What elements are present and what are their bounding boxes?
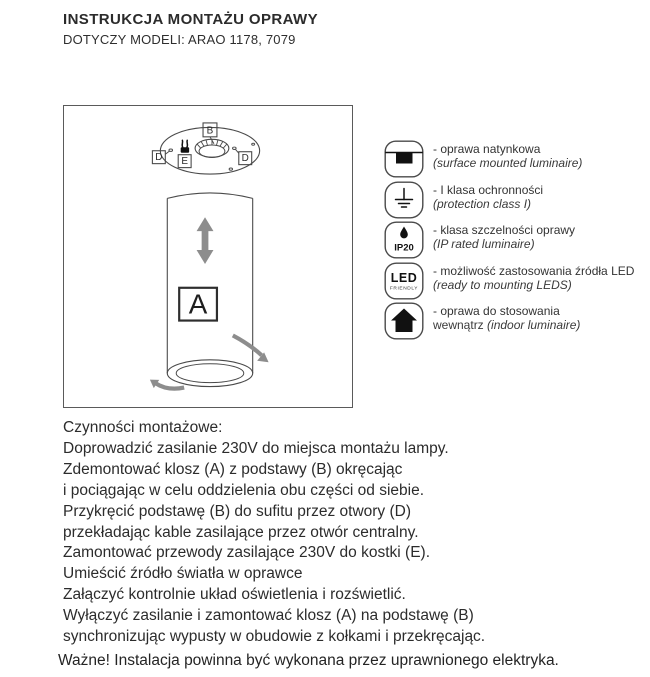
feature-indoor-use	[384, 302, 634, 340]
pull-direction-arrow-icon	[197, 217, 214, 264]
instruction-line: synchronizując wypusty w obudowie z kołkami i przekręcając.	[63, 628, 486, 646]
feature-label-en: (IP rated luminaire)	[433, 237, 535, 251]
assembly-diagram	[64, 106, 352, 407]
feature-protection-class	[384, 181, 634, 219]
page-title: INSTRUKCJA MONTAŻU OPRAWY	[63, 11, 318, 28]
svg-text:IP20: IP20	[394, 242, 414, 254]
feature-ip-rating	[384, 221, 634, 259]
feature-label-en: (surface mounted luminaire)	[433, 156, 583, 170]
screw-hole-mark	[233, 147, 237, 149]
feature-label: - możliwość zastosowania źródła LED	[433, 263, 635, 278]
feature-surface-mounted	[384, 140, 634, 178]
instruction-line: Zamontować przewody zasilające 230V do kostki (E).	[63, 544, 430, 562]
instructions-heading: Czynności montażowe:	[63, 419, 223, 436]
instruction-line: Zdemontować klosz (A) z podstawy (B) okręcając	[63, 460, 403, 478]
feature-label: - I klasa ochronności	[433, 182, 544, 197]
screw-hole-mark	[169, 149, 173, 151]
label-e	[178, 155, 191, 168]
led-friendly-icon	[384, 262, 424, 300]
feature-label: - oprawa do stosowania	[433, 304, 560, 318]
instruction-line: Doprowadzić zasilanie 230V do miejsca montażu lampy.	[63, 439, 449, 457]
page-subtitle: DOTYCZY MODELI: ARAO 1178, 7079	[63, 32, 296, 47]
rotate-arrow-left-icon	[150, 380, 184, 389]
feature-legend	[384, 140, 634, 340]
feature-label: - klasa szczelności oprawy	[433, 223, 576, 237]
instruction-line: i pociągając w celu oddzielenia obu części od siebie.	[63, 481, 425, 499]
assembly-diagram-frame	[63, 105, 353, 408]
instruction-line: Załączyć kontrolnie układ oświetlenia i rozświetlić.	[63, 586, 406, 604]
surface-mounted-icon	[384, 140, 424, 178]
instructions-block	[63, 418, 603, 648]
rotate-arrow-right-icon	[233, 335, 269, 362]
screw-hole-mark	[252, 143, 255, 145]
feature-label-en: (ready to mounting LEDS)	[433, 277, 572, 292]
instruction-line: Wyłączyć zasilanie i zamontować klosz (A) na podstawę (B)	[63, 607, 474, 625]
feature-led-ready	[384, 262, 634, 300]
svg-text:D: D	[155, 152, 163, 164]
svg-text:B: B	[206, 125, 214, 137]
warning-text: Ważne! Instalacja powinna być wykonana przez uprawnionego elektryka.	[58, 652, 559, 669]
svg-text:D: D	[241, 153, 249, 165]
svg-text:LED: LED	[390, 270, 418, 285]
feature-label-prefix: wewnątrz	[433, 318, 488, 332]
svg-text:FRIENDLY: FRIENDLY	[389, 286, 419, 291]
indoor-house-icon	[384, 302, 424, 340]
protection-class-1-earth-icon	[384, 181, 424, 219]
terminal-block-icon	[181, 140, 189, 152]
svg-text:A: A	[188, 288, 208, 320]
instruction-line: Umieścić źródło światła w oprawce	[63, 565, 303, 583]
label-d-right	[236, 150, 252, 165]
feature-label-en	[433, 318, 580, 332]
base-plate-drawing	[152, 123, 259, 174]
label-b	[203, 123, 217, 144]
feature-label-italic: (indoor luminaire)	[487, 318, 581, 332]
ip20-drop-icon	[384, 221, 424, 259]
instruction-line: przekładając kable zasilające przez otwór centralny.	[63, 523, 419, 541]
feature-label: - oprawa natynkowa	[433, 142, 541, 156]
screw-hole-mark	[229, 168, 232, 170]
feature-label-en: (protection class I)	[433, 196, 532, 211]
svg-text:E: E	[181, 156, 188, 168]
instruction-line: Przykręcić podstawę (B) do sufitu przez otwory (D)	[63, 502, 411, 520]
label-a	[179, 288, 217, 321]
